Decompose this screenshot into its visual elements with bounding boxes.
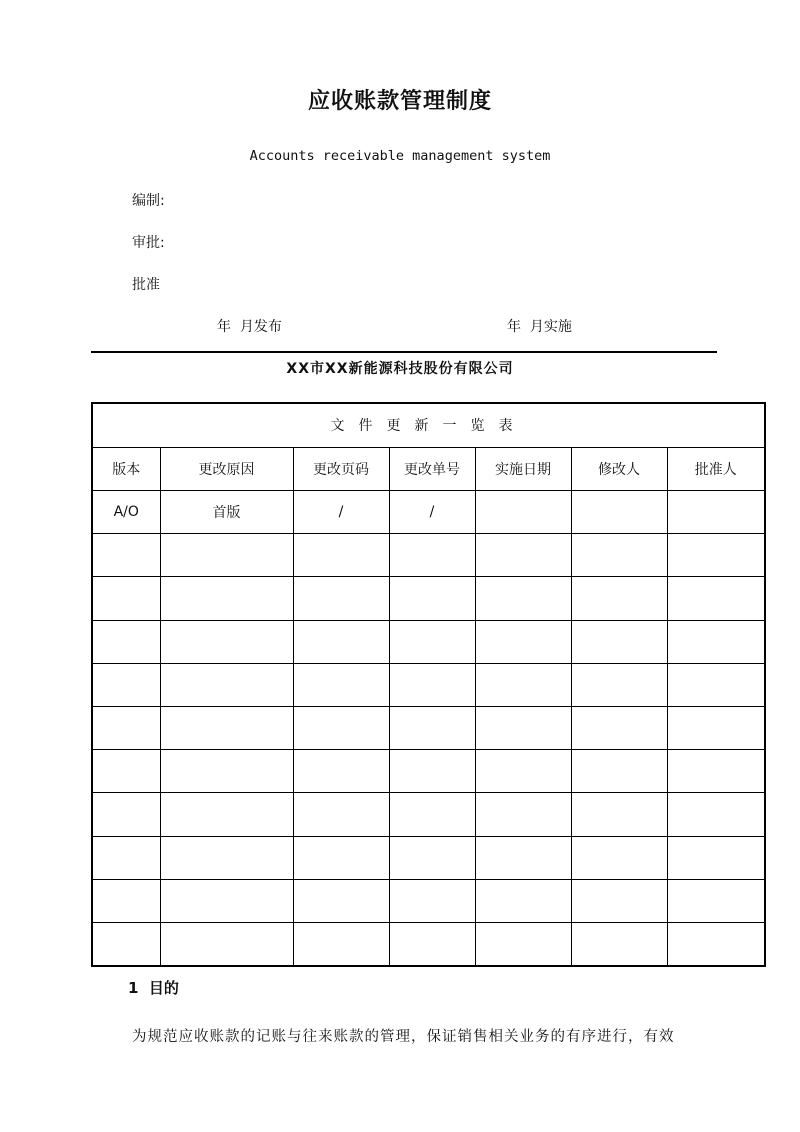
header-divider	[91, 351, 717, 353]
revision-table-cell	[92, 663, 160, 706]
revision-table-cell	[389, 707, 475, 750]
revision-table-cell	[92, 793, 160, 836]
revision-table-cell	[160, 836, 293, 879]
revision-table-cell	[389, 663, 475, 706]
revision-table-cell	[293, 879, 389, 922]
revision-table-row	[92, 620, 765, 663]
revision-table-row	[92, 793, 765, 836]
revision-table-cell	[293, 923, 389, 966]
revision-table-cell	[475, 707, 571, 750]
document-subtitle: Accounts receivable management system	[249, 148, 551, 164]
revision-table-row	[92, 923, 765, 966]
revision-table-cell	[475, 490, 571, 533]
revision-table-caption: 文件更新一览表	[92, 403, 765, 447]
revision-table-cell: 首版	[160, 490, 293, 533]
revision-table-cell	[293, 707, 389, 750]
revision-table-cell	[389, 577, 475, 620]
revision-table-cell	[571, 490, 667, 533]
revision-table-cell	[667, 577, 765, 620]
revision-table-cell	[92, 577, 160, 620]
revision-table-row	[92, 663, 765, 706]
section-1-paragraph: 为规范应收账款的记账与往来账款的管理，保证销售相关业务的有序进行，有效	[132, 1029, 675, 1045]
revision-table-cell	[92, 534, 160, 577]
reviewed-by-label: 审批:	[132, 235, 165, 251]
revision-table-cell	[92, 836, 160, 879]
header-cell: 更改单号	[389, 447, 475, 490]
revision-table-cell	[571, 620, 667, 663]
revision-table-cell	[92, 620, 160, 663]
revision-table-cell: A/O	[92, 490, 160, 533]
revision-table-cell	[160, 750, 293, 793]
publish-date: 年 月发布	[217, 319, 282, 335]
revision-table-cell	[389, 750, 475, 793]
revision-table-header	[92, 447, 765, 490]
revision-table-cell	[160, 534, 293, 577]
revision-table-cell	[293, 620, 389, 663]
revision-table-cell	[571, 879, 667, 922]
revision-table-cell	[160, 793, 293, 836]
revision-table-row	[92, 534, 765, 577]
revision-table-cell	[571, 707, 667, 750]
revision-table-cell	[667, 879, 765, 922]
revision-table-cell	[160, 663, 293, 706]
revision-table-cell	[667, 620, 765, 663]
revision-table-cell	[389, 923, 475, 966]
revision-table-cell	[389, 620, 475, 663]
revision-table-cell	[389, 534, 475, 577]
revision-table-cell	[571, 577, 667, 620]
revision-table-cell	[293, 663, 389, 706]
revision-table-cell	[160, 923, 293, 966]
revision-table-cell	[389, 793, 475, 836]
revision-table-row	[92, 750, 765, 793]
revision-table-cell	[475, 620, 571, 663]
revision-table-row	[92, 707, 765, 750]
revision-table-cell	[667, 923, 765, 966]
revision-table-cell	[160, 879, 293, 922]
revision-table-cell	[571, 923, 667, 966]
revision-table-row	[92, 879, 765, 922]
revision-table-cell	[389, 879, 475, 922]
revision-table-cell	[475, 534, 571, 577]
revision-table-cell	[667, 490, 765, 533]
revision-table-cell	[571, 793, 667, 836]
header-cell: 更改原因	[160, 447, 293, 490]
company-name: XX市XX新能源科技股份有限公司	[286, 361, 514, 377]
revision-table-cell	[160, 620, 293, 663]
revision-table	[91, 402, 766, 967]
header-cell: 批准人	[667, 447, 765, 490]
revision-table-row	[92, 490, 765, 533]
section-1-heading: 1 目的	[128, 979, 179, 997]
revision-table-cell	[389, 836, 475, 879]
revision-table-cell	[92, 923, 160, 966]
revision-table-cell	[92, 879, 160, 922]
document-title: 应收账款管理制度	[307, 89, 492, 114]
header-cell: 实施日期	[475, 447, 571, 490]
revision-table-row	[92, 836, 765, 879]
revision-table-cell	[667, 707, 765, 750]
revision-table-cell	[667, 750, 765, 793]
revision-table-cell	[293, 836, 389, 879]
revision-table-cell	[667, 793, 765, 836]
revision-table-cell	[667, 663, 765, 706]
revision-table-cell	[475, 923, 571, 966]
revision-table-cell	[293, 750, 389, 793]
revision-table-cell	[293, 577, 389, 620]
revision-table-cell	[160, 707, 293, 750]
revision-table-cell	[475, 750, 571, 793]
revision-table-row	[92, 577, 765, 620]
revision-table-cell	[571, 534, 667, 577]
effective-date: 年 月实施	[507, 319, 572, 335]
header-cell: 更改页码	[293, 447, 389, 490]
revision-table-cell	[293, 793, 389, 836]
revision-table-cell	[475, 663, 571, 706]
revision-table-cell	[571, 836, 667, 879]
revision-table-cell	[293, 534, 389, 577]
header-cell: 修改人	[571, 447, 667, 490]
revision-table-cell: /	[293, 490, 389, 533]
revision-table-cell	[475, 577, 571, 620]
approved-by-label: 批准	[132, 277, 160, 293]
header-cell: 版本	[92, 447, 160, 490]
revision-table-cell	[571, 663, 667, 706]
revision-table-cell	[92, 750, 160, 793]
revision-table-cell	[475, 879, 571, 922]
revision-table-cell: /	[389, 490, 475, 533]
revision-table-cell	[92, 707, 160, 750]
revision-table-cell	[475, 793, 571, 836]
revision-table-cell	[160, 577, 293, 620]
compiled-by-label: 编制:	[132, 193, 165, 209]
revision-table-cell	[667, 534, 765, 577]
revision-table-cell	[667, 836, 765, 879]
revision-table-cell	[571, 750, 667, 793]
revision-table-cell	[475, 836, 571, 879]
